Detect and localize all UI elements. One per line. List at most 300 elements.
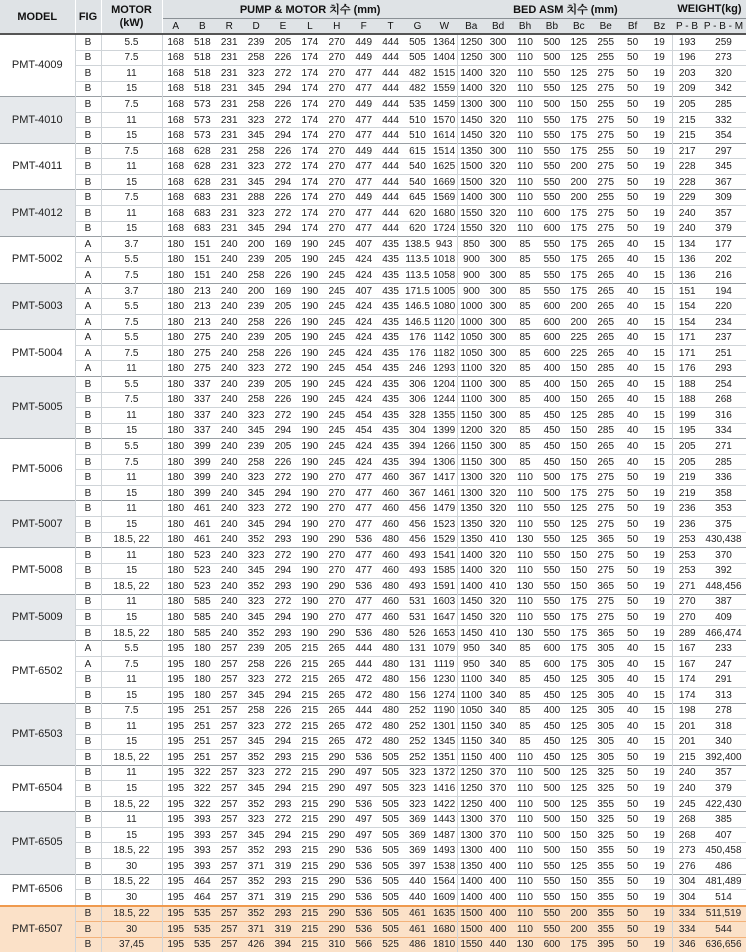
value-cell: 449 bbox=[350, 190, 377, 206]
value-cell: 239 bbox=[243, 330, 270, 346]
value-cell: 392,400 bbox=[701, 750, 746, 766]
value-cell: 294 bbox=[270, 81, 297, 97]
value-cell: 1647 bbox=[431, 610, 458, 626]
value-cell: 400 bbox=[485, 858, 512, 874]
value-cell: 1625 bbox=[431, 159, 458, 175]
value-cell: 523 bbox=[189, 563, 216, 579]
value-cell: 180 bbox=[162, 439, 189, 455]
value-cell: 110 bbox=[512, 548, 539, 564]
value-cell: 190 bbox=[296, 299, 323, 315]
table-row bbox=[0, 906, 746, 922]
value-cell: 444 bbox=[350, 641, 377, 657]
fig-cell: B bbox=[75, 439, 101, 455]
fig-cell: B bbox=[75, 672, 101, 688]
value-cell: 231 bbox=[216, 128, 243, 144]
value-cell: 450 bbox=[538, 408, 565, 424]
motor-cell: 5.5 bbox=[101, 377, 162, 393]
value-cell: 300 bbox=[485, 237, 512, 253]
value-cell: 320 bbox=[485, 485, 512, 501]
value-cell: 195 bbox=[162, 906, 189, 922]
motor-cell: 18.5, 22 bbox=[101, 532, 162, 548]
value-cell: 273 bbox=[701, 50, 746, 66]
value-cell: 19 bbox=[646, 485, 673, 501]
value-cell: 1300 bbox=[458, 470, 485, 486]
value-cell: 215 bbox=[296, 703, 323, 719]
value-cell: 240 bbox=[216, 470, 243, 486]
value-cell: 85 bbox=[512, 641, 539, 657]
value-cell: 440 bbox=[485, 937, 512, 952]
value-cell: 1569 bbox=[431, 190, 458, 206]
table-row bbox=[0, 237, 746, 253]
bed-asm-group-header: BED ASM 치수 (mm) bbox=[458, 0, 673, 19]
value-cell: 518 bbox=[189, 34, 216, 50]
value-cell: 215 bbox=[296, 672, 323, 688]
fig-cell: B bbox=[75, 470, 101, 486]
value-cell: 240 bbox=[216, 392, 243, 408]
value-cell: 50 bbox=[619, 174, 646, 190]
value-cell: 320 bbox=[485, 66, 512, 82]
value-cell: 180 bbox=[162, 594, 189, 610]
value-cell: 85 bbox=[512, 703, 539, 719]
value-cell: 180 bbox=[162, 330, 189, 346]
value-cell: 278 bbox=[701, 703, 746, 719]
value-cell: 464 bbox=[189, 890, 216, 906]
value-cell: 257 bbox=[216, 827, 243, 843]
value-cell: 300 bbox=[485, 454, 512, 470]
value-cell: 456 bbox=[404, 501, 431, 517]
value-cell: 600 bbox=[538, 330, 565, 346]
value-cell: 294 bbox=[270, 174, 297, 190]
motor-cell: 15 bbox=[101, 81, 162, 97]
value-cell: 1400 bbox=[458, 874, 485, 890]
value-cell: 180 bbox=[162, 252, 189, 268]
value-cell: 15 bbox=[646, 439, 673, 455]
value-cell: 180 bbox=[189, 687, 216, 703]
value-cell: 257 bbox=[216, 765, 243, 781]
value-cell: 175 bbox=[565, 656, 592, 672]
value-cell: 550 bbox=[538, 858, 565, 874]
fig-cell: B bbox=[75, 112, 101, 128]
table-row bbox=[0, 299, 746, 315]
value-cell: 399 bbox=[189, 470, 216, 486]
value-cell: 215 bbox=[673, 750, 701, 766]
value-cell: 19 bbox=[646, 843, 673, 859]
value-cell: 300 bbox=[485, 97, 512, 113]
value-cell: 85 bbox=[512, 672, 539, 688]
motor-cell: 11 bbox=[101, 672, 162, 688]
value-cell: 265 bbox=[592, 377, 619, 393]
value-cell: 480 bbox=[377, 625, 404, 641]
value-cell: 40 bbox=[619, 345, 646, 361]
value-cell: 190 bbox=[296, 268, 323, 284]
value-cell: 175 bbox=[565, 237, 592, 253]
model-cell: PMT-6504 bbox=[0, 765, 75, 812]
value-cell: 258 bbox=[243, 392, 270, 408]
value-cell: 1550 bbox=[458, 206, 485, 222]
value-cell: 190 bbox=[296, 377, 323, 393]
value-cell: 110 bbox=[512, 50, 539, 66]
value-cell: 900 bbox=[458, 283, 485, 299]
value-cell: 174 bbox=[296, 34, 323, 50]
value-cell: 215 bbox=[296, 641, 323, 657]
value-cell: 357 bbox=[701, 206, 746, 222]
value-cell: 323 bbox=[243, 501, 270, 517]
value-cell: 500 bbox=[538, 50, 565, 66]
value-cell: 175 bbox=[565, 128, 592, 144]
value-cell: 270 bbox=[323, 174, 350, 190]
value-cell: 435 bbox=[377, 283, 404, 299]
value-cell: 355 bbox=[592, 858, 619, 874]
value-cell: 151 bbox=[673, 283, 701, 299]
value-cell: 239 bbox=[243, 252, 270, 268]
value-cell: 19 bbox=[646, 66, 673, 82]
column-header-ba: Ba bbox=[458, 19, 485, 35]
motor-cell: 7.5 bbox=[101, 345, 162, 361]
value-cell: 245 bbox=[323, 299, 350, 315]
value-cell: 110 bbox=[512, 765, 539, 781]
value-cell: 337 bbox=[189, 423, 216, 439]
value-cell: 275 bbox=[592, 81, 619, 97]
value-cell: 472 bbox=[350, 734, 377, 750]
value-cell: 393 bbox=[189, 858, 216, 874]
value-cell: 369 bbox=[404, 827, 431, 843]
fig-cell: B bbox=[75, 827, 101, 843]
value-cell: 215 bbox=[296, 890, 323, 906]
value-cell: 275 bbox=[592, 112, 619, 128]
value-cell: 257 bbox=[216, 641, 243, 657]
value-cell: 257 bbox=[216, 656, 243, 672]
fig-cell: B bbox=[75, 516, 101, 532]
fig-cell: B bbox=[75, 454, 101, 470]
value-cell: 480 bbox=[377, 579, 404, 595]
value-cell: 228 bbox=[673, 159, 701, 175]
value-cell: 309 bbox=[701, 190, 746, 206]
value-cell: 151 bbox=[189, 268, 216, 284]
value-cell: 231 bbox=[216, 221, 243, 237]
value-cell: 435 bbox=[377, 330, 404, 346]
value-cell: 275 bbox=[592, 563, 619, 579]
value-cell: 50 bbox=[619, 66, 646, 82]
value-cell: 340 bbox=[485, 687, 512, 703]
value-cell: 290 bbox=[323, 843, 350, 859]
table-row bbox=[0, 890, 746, 906]
value-cell: 320 bbox=[485, 516, 512, 532]
value-cell: 233 bbox=[701, 641, 746, 657]
value-cell: 180 bbox=[162, 563, 189, 579]
value-cell: 167 bbox=[673, 656, 701, 672]
value-cell: 150 bbox=[565, 392, 592, 408]
value-cell: 268 bbox=[673, 812, 701, 828]
fig-cell: B bbox=[75, 937, 101, 952]
value-cell: 323 bbox=[404, 796, 431, 812]
value-cell: 50 bbox=[619, 610, 646, 626]
value-cell: 205 bbox=[270, 641, 297, 657]
value-cell: 215 bbox=[296, 656, 323, 672]
value-cell: 323 bbox=[243, 719, 270, 735]
value-cell: 450 bbox=[538, 672, 565, 688]
value-cell: 550 bbox=[538, 625, 565, 641]
value-cell: 435 bbox=[377, 361, 404, 377]
value-cell: 50 bbox=[619, 548, 646, 564]
value-cell: 175 bbox=[565, 937, 592, 952]
value-cell: 270 bbox=[323, 112, 350, 128]
value-cell: 198 bbox=[673, 703, 701, 719]
value-cell: 258 bbox=[243, 454, 270, 470]
table-row bbox=[0, 143, 746, 159]
value-cell: 320 bbox=[485, 423, 512, 439]
table-row bbox=[0, 858, 746, 874]
value-cell: 190 bbox=[296, 314, 323, 330]
value-cell: 472 bbox=[350, 687, 377, 703]
motor-cell: 15 bbox=[101, 423, 162, 439]
value-cell: 1150 bbox=[458, 750, 485, 766]
value-cell: 205 bbox=[270, 252, 297, 268]
value-cell: 50 bbox=[619, 563, 646, 579]
value-cell: 510 bbox=[404, 112, 431, 128]
value-cell: 628 bbox=[189, 159, 216, 175]
value-cell: 130 bbox=[512, 937, 539, 952]
value-cell: 19 bbox=[646, 765, 673, 781]
value-cell: 174 bbox=[296, 97, 323, 113]
value-cell: 1614 bbox=[431, 128, 458, 144]
value-cell: 370 bbox=[485, 781, 512, 797]
value-cell: 1564 bbox=[431, 874, 458, 890]
value-cell: 272 bbox=[270, 672, 297, 688]
value-cell: 1274 bbox=[431, 687, 458, 703]
value-cell: 168 bbox=[162, 128, 189, 144]
value-cell: 19 bbox=[646, 796, 673, 812]
value-cell: 332 bbox=[701, 112, 746, 128]
value-cell: 400 bbox=[485, 796, 512, 812]
value-cell: 190 bbox=[296, 579, 323, 595]
value-cell: 180 bbox=[162, 516, 189, 532]
value-cell: 146.5 bbox=[404, 299, 431, 315]
value-cell: 265 bbox=[323, 641, 350, 657]
value-cell: 168 bbox=[162, 97, 189, 113]
value-cell: 345 bbox=[243, 687, 270, 703]
table-row bbox=[0, 703, 746, 719]
table-row bbox=[0, 922, 746, 938]
value-cell: 156 bbox=[404, 687, 431, 703]
value-cell: 200 bbox=[565, 174, 592, 190]
value-cell: 323 bbox=[243, 765, 270, 781]
value-cell: 125 bbox=[565, 532, 592, 548]
value-cell: 850 bbox=[458, 237, 485, 253]
value-cell: 400 bbox=[485, 874, 512, 890]
value-cell: 1514 bbox=[431, 143, 458, 159]
value-cell: 265 bbox=[323, 734, 350, 750]
value-cell: 1585 bbox=[431, 563, 458, 579]
value-cell: 253 bbox=[673, 548, 701, 564]
value-cell: 435 bbox=[377, 345, 404, 361]
value-cell: 240 bbox=[216, 579, 243, 595]
value-cell: 50 bbox=[619, 937, 646, 952]
value-cell: 497 bbox=[350, 781, 377, 797]
value-cell: 110 bbox=[512, 143, 539, 159]
value-cell: 136 bbox=[673, 268, 701, 284]
value-cell: 461 bbox=[404, 922, 431, 938]
value-cell: 600 bbox=[538, 345, 565, 361]
value-cell: 180 bbox=[162, 299, 189, 315]
column-header-bz: Bz bbox=[646, 19, 673, 35]
value-cell: 190 bbox=[296, 361, 323, 377]
value-cell: 110 bbox=[512, 97, 539, 113]
value-cell: 40 bbox=[619, 299, 646, 315]
value-cell: 138.5 bbox=[404, 237, 431, 253]
value-cell: 355 bbox=[592, 874, 619, 890]
table-row bbox=[0, 672, 746, 688]
value-cell: 50 bbox=[619, 843, 646, 859]
value-cell: 258 bbox=[243, 268, 270, 284]
value-cell: 1416 bbox=[431, 781, 458, 797]
value-cell: 290 bbox=[323, 922, 350, 938]
value-cell: 251 bbox=[189, 750, 216, 766]
value-cell: 300 bbox=[485, 34, 512, 50]
value-cell: 352 bbox=[243, 750, 270, 766]
value-cell: 190 bbox=[296, 516, 323, 532]
value-cell: 19 bbox=[646, 206, 673, 222]
value-cell: 1100 bbox=[458, 361, 485, 377]
motor-cell: 5.5 bbox=[101, 299, 162, 315]
table-row bbox=[0, 392, 746, 408]
value-cell: 272 bbox=[270, 112, 297, 128]
value-cell: 393 bbox=[189, 827, 216, 843]
value-cell: 497 bbox=[350, 765, 377, 781]
value-cell: 514 bbox=[701, 890, 746, 906]
table-row bbox=[0, 454, 746, 470]
value-cell: 585 bbox=[189, 594, 216, 610]
value-cell: 150 bbox=[565, 579, 592, 595]
value-cell: 464 bbox=[189, 874, 216, 890]
fig-cell: B bbox=[75, 610, 101, 626]
value-cell: 900 bbox=[458, 252, 485, 268]
column-header-w: W bbox=[431, 19, 458, 35]
value-cell: 323 bbox=[404, 781, 431, 797]
motor-cell: 15 bbox=[101, 610, 162, 626]
value-cell: 480 bbox=[377, 734, 404, 750]
value-cell: 270 bbox=[323, 34, 350, 50]
value-cell: 320 bbox=[485, 470, 512, 486]
value-cell: 194 bbox=[701, 283, 746, 299]
value-cell: 190 bbox=[296, 610, 323, 626]
value-cell: 1450 bbox=[458, 594, 485, 610]
value-cell: 245 bbox=[323, 345, 350, 361]
motor-cell: 18.5, 22 bbox=[101, 843, 162, 859]
value-cell: 150 bbox=[565, 874, 592, 890]
value-cell: 523 bbox=[189, 548, 216, 564]
value-cell: 15 bbox=[646, 734, 673, 750]
value-cell: 268 bbox=[673, 827, 701, 843]
table-row bbox=[0, 734, 746, 750]
value-cell: 231 bbox=[216, 143, 243, 159]
value-cell: 40 bbox=[619, 392, 646, 408]
value-cell: 174 bbox=[296, 112, 323, 128]
value-cell: 270 bbox=[323, 50, 350, 66]
value-cell: 620 bbox=[404, 221, 431, 237]
value-cell: 345 bbox=[243, 423, 270, 439]
column-header-t: T bbox=[377, 19, 404, 35]
value-cell: 85 bbox=[512, 687, 539, 703]
value-cell: 190 bbox=[296, 532, 323, 548]
value-cell: 304 bbox=[673, 890, 701, 906]
value-cell: 265 bbox=[323, 656, 350, 672]
value-cell: 272 bbox=[270, 408, 297, 424]
value-cell: 477 bbox=[350, 501, 377, 517]
value-cell: 190 bbox=[296, 594, 323, 610]
value-cell: 85 bbox=[512, 377, 539, 393]
value-cell: 1150 bbox=[458, 719, 485, 735]
value-cell: 1400 bbox=[458, 563, 485, 579]
value-cell: 50 bbox=[619, 128, 646, 144]
value-cell: 293 bbox=[701, 361, 746, 377]
value-cell: 131 bbox=[404, 641, 431, 657]
fig-cell: A bbox=[75, 345, 101, 361]
value-cell: 293 bbox=[270, 579, 297, 595]
value-cell: 168 bbox=[162, 50, 189, 66]
value-cell: 150 bbox=[565, 454, 592, 470]
value-cell: 454 bbox=[350, 361, 377, 377]
value-cell: 245 bbox=[323, 423, 350, 439]
value-cell: 393 bbox=[189, 812, 216, 828]
value-cell: 472 bbox=[350, 672, 377, 688]
value-cell: 1100 bbox=[458, 687, 485, 703]
value-cell: 531 bbox=[404, 610, 431, 626]
value-cell: 305 bbox=[592, 719, 619, 735]
table-row bbox=[0, 50, 746, 66]
value-cell: 50 bbox=[619, 50, 646, 66]
value-cell: 323 bbox=[243, 470, 270, 486]
table-body bbox=[0, 34, 746, 952]
value-cell: 168 bbox=[162, 174, 189, 190]
value-cell: 550 bbox=[538, 610, 565, 626]
value-cell: 535 bbox=[404, 97, 431, 113]
value-cell: 340 bbox=[485, 641, 512, 657]
value-cell: 270 bbox=[323, 66, 350, 82]
fig-cell: B bbox=[75, 143, 101, 159]
value-cell: 110 bbox=[512, 812, 539, 828]
value-cell: 1018 bbox=[431, 252, 458, 268]
value-cell: 150 bbox=[565, 361, 592, 377]
value-cell: 340 bbox=[485, 703, 512, 719]
value-cell: 195 bbox=[162, 874, 189, 890]
value-cell: 1301 bbox=[431, 719, 458, 735]
value-cell: 300 bbox=[485, 268, 512, 284]
value-cell: 255 bbox=[592, 34, 619, 50]
value-cell: 1500 bbox=[458, 922, 485, 938]
value-cell: 255 bbox=[592, 190, 619, 206]
fig-cell: B bbox=[75, 874, 101, 890]
value-cell: 180 bbox=[162, 423, 189, 439]
value-cell: 505 bbox=[377, 765, 404, 781]
value-cell: 337 bbox=[189, 408, 216, 424]
value-cell: 201 bbox=[673, 734, 701, 750]
value-cell: 300 bbox=[485, 299, 512, 315]
value-cell: 110 bbox=[512, 501, 539, 517]
motor-cell: 37,45 bbox=[101, 937, 162, 952]
motor-cell: 15 bbox=[101, 781, 162, 797]
value-cell: 1119 bbox=[431, 656, 458, 672]
value-cell: 536 bbox=[350, 890, 377, 906]
motor-cell: 15 bbox=[101, 827, 162, 843]
value-cell: 365 bbox=[592, 625, 619, 641]
value-cell: 40 bbox=[619, 734, 646, 750]
value-cell: 258 bbox=[243, 314, 270, 330]
value-cell: 125 bbox=[565, 34, 592, 50]
value-cell: 435 bbox=[377, 408, 404, 424]
model-cell: PMT-6505 bbox=[0, 812, 75, 874]
value-cell: 190 bbox=[296, 330, 323, 346]
value-cell: 424 bbox=[350, 392, 377, 408]
